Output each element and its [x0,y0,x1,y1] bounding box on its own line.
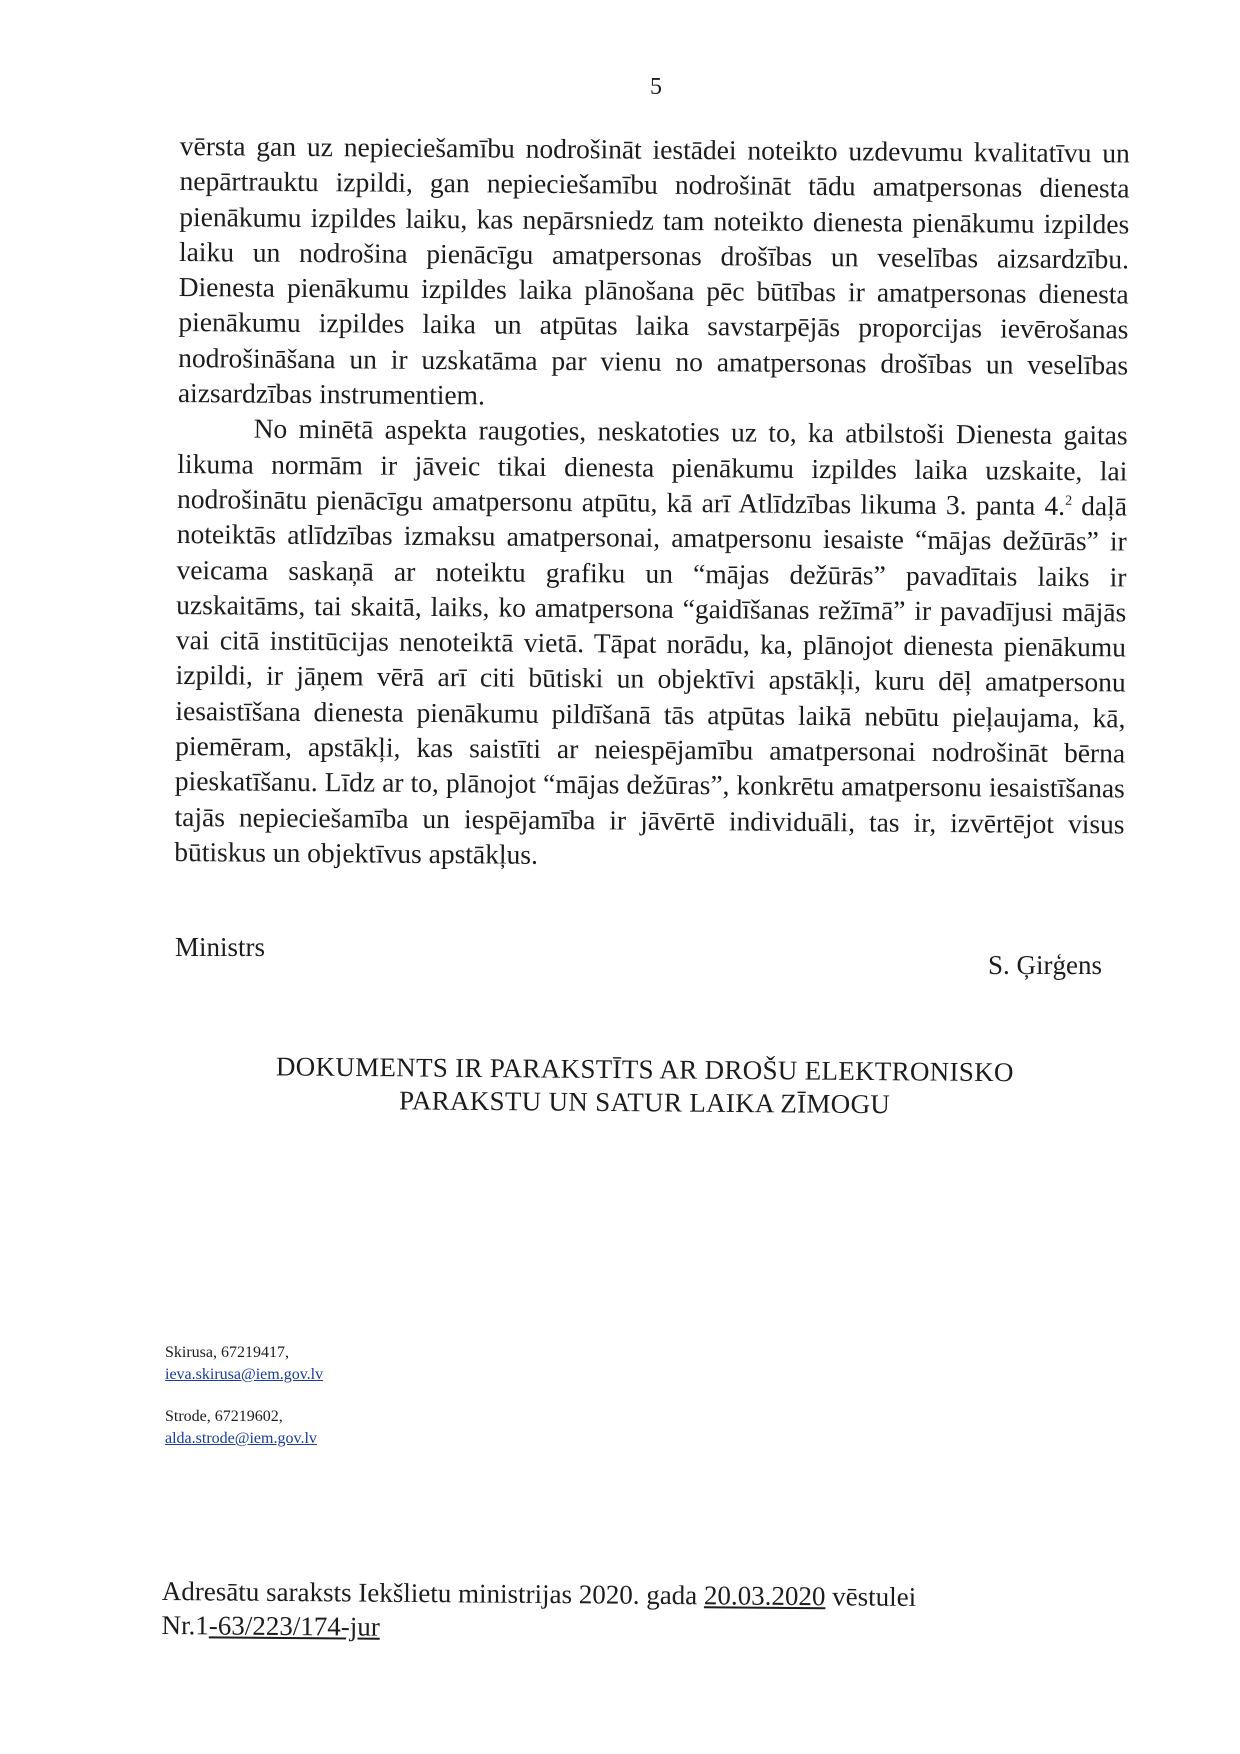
paragraph-main-rest: daļā noteiktās atlīdzības izmaksu amatpersonai, amatpersonu iesaiste “mājas dežūrās” ir veicama saskaņā ar noteiktu grafiku un “mājas dežūrās” pavadītais laiks ir uzskaitāms, tai skaitā, laiks, ko amatpersona “gaidīšanas režīmā” ir pavadījusi mājās vai citā institūcijas nenoteiktā vietā. Tāpat norādu, ka, plānojot dienesta pienākumu izpildi, ir jāņem vērā arī citi būtiski un objektīvi apstākļi, kuru dēļ amatpersonu iesaistīšana dienesta pienākumu pildīšanā tās atpūtas laikā nebūtu pieļaujama, kā, piemēram, apstākļi, kas saistīti ar neiespējamību amatpersonai nodrošināt bērna pieskatīšanu. Līdz ar to, plānojot “mājas dežūras”, konkrētu amatpersonu iesaistīšanas tajās nepieciešamība un iespējamība ir jāvērtē individuāli, tas ir, izvērtējot visus būtiskus un objektīvus apstākļus. [174,489,1128,870]
superscript-2: 2 [1065,493,1073,509]
e-signature-line-2: PARAKSTU UN SATUR LAIKA ZĪMOGU [398,1085,891,1120]
contact-item [165,1342,323,1386]
paragraph-main [174,410,1128,876]
letter-body [174,128,1130,877]
contact-name-phone: Skirusa, 67219417, [165,1344,289,1361]
contact-item [165,1406,323,1450]
letter-number: -63/223/174-jur [208,1610,380,1642]
page-number: 5 [650,74,662,100]
letter-date: 20.03.2020 [703,1580,826,1612]
letter-number-prefix: Nr.1 [161,1609,209,1641]
paragraph-continuation: vērsta gan uz nepieciešamību nodrošināt iestādei noteikto uzdevumu kvalitatīvu un nepārtrauktu izpildi, gan nepieciešamību nodrošināt tādu amatpersonas dienesta pienākumu izpildes laiku, kas nepārsniedz tam noteikto dienesta pienākumu izpildes laiku un nodrošina pienācīgu amatpersonas drošības un veselības aizsardzību. Dienesta pienākumu izpildes laika plānošana pēc būtības ir amatpersonas dienesta pienākumu izpildes laika un atpūtas laika savstarpējās proporcijas ievērošanas nodrošināšana un ir uzskatāma par vienu no amatpersonas drošības un veselības aizsardzības instrumentiem. [177,129,1130,411]
paragraph-main-start: No minētā aspekta raugoties, neskatoties uz to, ka atbilstoši Dienesta gaitas likuma normām ir jāveic tikai dienesta pienākumu izpildes laika uzskaite, lai nodrošinātu pienācīgu amatpersonu atpūtu, kā arī Atlīdzības likuma 3. panta 4. [176,412,1128,521]
e-signature-line-1: DOKUMENTS IR PARAKSTĪTS AR DROŠU ELEKTRONISKO [275,1051,1014,1088]
recipient-list-note [161,1574,1012,1649]
recipient-note-line-2 [161,1608,1011,1649]
recipient-note-prefix: Adresātu saraksts Iekšlietu ministrijas 2020. gada [161,1575,705,1611]
contact-list [165,1342,323,1470]
signature-role: Ministrs [175,932,266,962]
recipient-note-suffix: vēstulei [825,1581,917,1612]
contact-email-link[interactable]: alda.strode@iem.gov.lv [165,1430,317,1447]
contact-email-link[interactable]: ieva.skirusa@iem.gov.lv [165,1366,324,1383]
e-signature-notice [229,1050,1059,1123]
signature-name: S. Ģirģens [988,950,1102,980]
contact-name-phone: Strode, 67219602, [165,1408,283,1425]
